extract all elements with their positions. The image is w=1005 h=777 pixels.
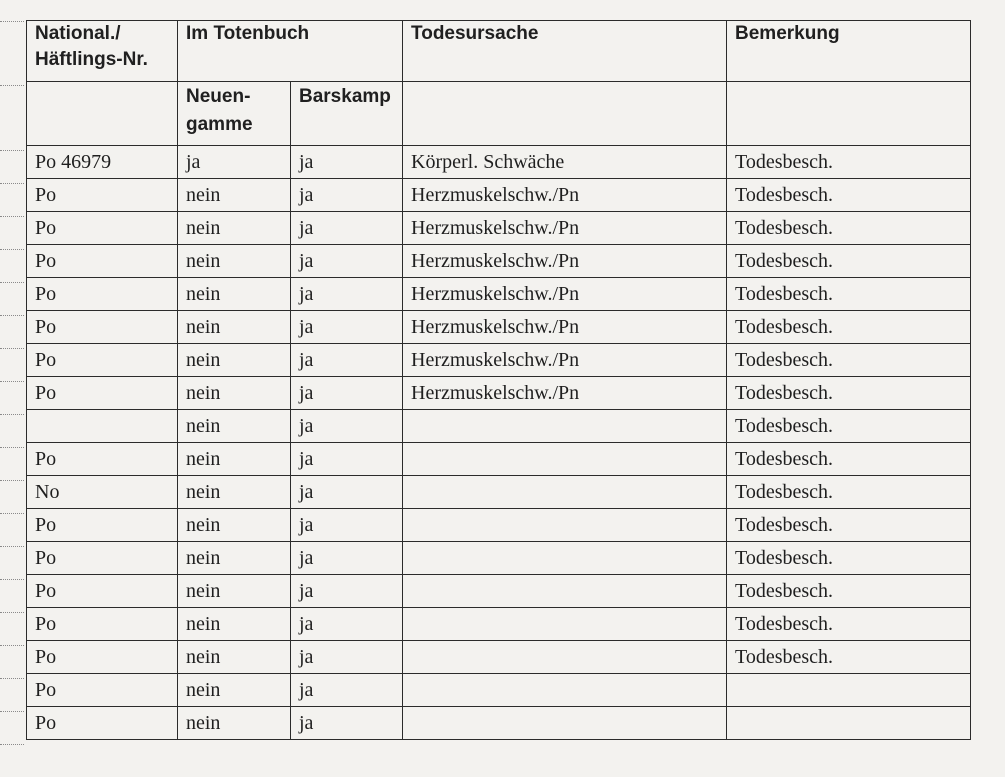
cell-neuengamme: nein [178, 410, 291, 443]
table-row [27, 608, 971, 641]
margin-dotted-rule [0, 546, 24, 547]
margin-dotted-rule [0, 744, 24, 745]
cell-bemerkung: Todesbesch. [727, 641, 971, 674]
margin-dotted-rule [0, 21, 24, 22]
table-row [27, 212, 971, 245]
cell-barskamp: ja [291, 575, 403, 608]
cell-todesursache [403, 608, 727, 641]
header-im-totenbuch: Im Totenbuch [178, 21, 403, 82]
cell-national-nr: No [27, 476, 178, 509]
table-row [27, 575, 971, 608]
table-row [27, 641, 971, 674]
cell-bemerkung: Todesbesch. [727, 311, 971, 344]
subheader-empty-cell [403, 82, 727, 146]
cell-neuengamme: nein [178, 278, 291, 311]
margin-dotted-rule [0, 150, 24, 151]
cell-neuengamme: nein [178, 542, 291, 575]
cell-neuengamme: nein [178, 179, 291, 212]
table-row [27, 278, 971, 311]
cell-national-nr: Po [27, 311, 178, 344]
cell-barskamp: ja [291, 245, 403, 278]
cell-national-nr: Po [27, 212, 178, 245]
subheader-empty-cell [727, 82, 971, 146]
cell-barskamp: ja [291, 212, 403, 245]
cell-todesursache: Herzmuskelschw./Pn [403, 344, 727, 377]
cell-bemerkung: Todesbesch. [727, 146, 971, 179]
cell-neuengamme: nein [178, 377, 291, 410]
cell-neuengamme: ja [178, 146, 291, 179]
cell-bemerkung: Todesbesch. [727, 344, 971, 377]
cell-barskamp: ja [291, 509, 403, 542]
cell-neuengamme: nein [178, 311, 291, 344]
cell-todesursache [403, 641, 727, 674]
header-todesursache: Todesursache [403, 21, 727, 82]
cell-bemerkung: Todesbesch. [727, 509, 971, 542]
cell-bemerkung [727, 674, 971, 707]
deaths-register-table [26, 20, 971, 740]
cell-barskamp: ja [291, 278, 403, 311]
margin-dotted-rule [0, 282, 24, 283]
cell-bemerkung: Todesbesch. [727, 542, 971, 575]
table-row [27, 344, 971, 377]
cell-todesursache: Herzmuskelschw./Pn [403, 245, 727, 278]
cell-neuengamme: nein [178, 245, 291, 278]
cell-barskamp: ja [291, 344, 403, 377]
cell-neuengamme: nein [178, 641, 291, 674]
cell-neuengamme: nein [178, 575, 291, 608]
margin-dotted-rule [0, 183, 24, 184]
cell-todesursache: Herzmuskelschw./Pn [403, 311, 727, 344]
cell-todesursache [403, 509, 727, 542]
cell-todesursache [403, 707, 727, 740]
cell-bemerkung: Todesbesch. [727, 575, 971, 608]
cell-todesursache [403, 674, 727, 707]
subheader-neuengamme: Neuen- gamme [178, 82, 291, 146]
cell-neuengamme: nein [178, 509, 291, 542]
margin-dotted-rule [0, 85, 24, 86]
cell-national-nr: Po [27, 278, 178, 311]
margin-dotted-rule [0, 216, 24, 217]
cell-barskamp: ja [291, 443, 403, 476]
cell-neuengamme: nein [178, 608, 291, 641]
cell-neuengamme: nein [178, 674, 291, 707]
margin-dotted-rule [0, 480, 24, 481]
cell-neuengamme: nein [178, 212, 291, 245]
cell-barskamp: ja [291, 179, 403, 212]
table-row [27, 410, 971, 443]
cell-neuengamme: nein [178, 344, 291, 377]
table-row [27, 311, 971, 344]
margin-dotted-rule [0, 612, 24, 613]
margin-dotted-rule [0, 579, 24, 580]
table-header-row [27, 21, 971, 82]
cell-barskamp: ja [291, 542, 403, 575]
cell-barskamp: ja [291, 146, 403, 179]
cell-national-nr: Po [27, 674, 178, 707]
margin-dotted-rule [0, 645, 24, 646]
margin-dotted-rule [0, 249, 24, 250]
header-national-nr: National./ Häftlings-Nr. [27, 21, 178, 82]
cell-barskamp: ja [291, 641, 403, 674]
cell-national-nr: Po [27, 377, 178, 410]
cell-todesursache [403, 410, 727, 443]
cell-bemerkung: Todesbesch. [727, 278, 971, 311]
cell-bemerkung: Todesbesch. [727, 245, 971, 278]
cell-national-nr: Po [27, 443, 178, 476]
table-subheader-row [27, 82, 971, 146]
cell-todesursache [403, 542, 727, 575]
cell-bemerkung [727, 707, 971, 740]
cell-national-nr: Po 46979 [27, 146, 178, 179]
cell-todesursache [403, 476, 727, 509]
cell-todesursache [403, 575, 727, 608]
cell-barskamp: ja [291, 707, 403, 740]
table-row [27, 146, 971, 179]
cell-barskamp: ja [291, 476, 403, 509]
margin-dotted-rule [0, 513, 24, 514]
cell-national-nr: Po [27, 179, 178, 212]
header-bemerkung: Bemerkung [727, 21, 971, 82]
margin-dotted-rule [0, 315, 24, 316]
cell-national-nr: Po [27, 509, 178, 542]
table-row [27, 443, 971, 476]
cell-bemerkung: Todesbesch. [727, 476, 971, 509]
cell-bemerkung: Todesbesch. [727, 443, 971, 476]
table-row [27, 245, 971, 278]
margin-dotted-rule [0, 678, 24, 679]
cell-national-nr: Po [27, 542, 178, 575]
cell-national-nr [27, 410, 178, 443]
table-row [27, 179, 971, 212]
cell-neuengamme: nein [178, 476, 291, 509]
cell-todesursache: Herzmuskelschw./Pn [403, 278, 727, 311]
margin-dotted-rule [0, 414, 24, 415]
margin-dotted-rule [0, 711, 24, 712]
cell-bemerkung: Todesbesch. [727, 608, 971, 641]
cell-todesursache: Körperl. Schwäche [403, 146, 727, 179]
cell-todesursache: Herzmuskelschw./Pn [403, 377, 727, 410]
cell-bemerkung: Todesbesch. [727, 377, 971, 410]
cell-national-nr: Po [27, 245, 178, 278]
cell-barskamp: ja [291, 311, 403, 344]
cell-bemerkung: Todesbesch. [727, 179, 971, 212]
margin-dotted-rule [0, 348, 24, 349]
table-row [27, 674, 971, 707]
subheader-barskamp: Barskamp [291, 82, 403, 146]
cell-barskamp: ja [291, 377, 403, 410]
cell-national-nr: Po [27, 344, 178, 377]
cell-bemerkung: Todesbesch. [727, 212, 971, 245]
table-row [27, 476, 971, 509]
cell-neuengamme: nein [178, 443, 291, 476]
cell-neuengamme: nein [178, 707, 291, 740]
table-row [27, 377, 971, 410]
table-row [27, 509, 971, 542]
cell-barskamp: ja [291, 410, 403, 443]
margin-dotted-rule [0, 381, 24, 382]
cell-barskamp: ja [291, 608, 403, 641]
subheader-empty-cell [27, 82, 178, 146]
cell-bemerkung: Todesbesch. [727, 410, 971, 443]
cell-national-nr: Po [27, 641, 178, 674]
cell-todesursache: Herzmuskelschw./Pn [403, 212, 727, 245]
cell-national-nr: Po [27, 608, 178, 641]
cell-barskamp: ja [291, 674, 403, 707]
table-row [27, 707, 971, 740]
cell-todesursache: Herzmuskelschw./Pn [403, 179, 727, 212]
cell-national-nr: Po [27, 575, 178, 608]
margin-dotted-rule [0, 447, 24, 448]
cell-national-nr: Po [27, 707, 178, 740]
table-row [27, 542, 971, 575]
cell-todesursache [403, 443, 727, 476]
